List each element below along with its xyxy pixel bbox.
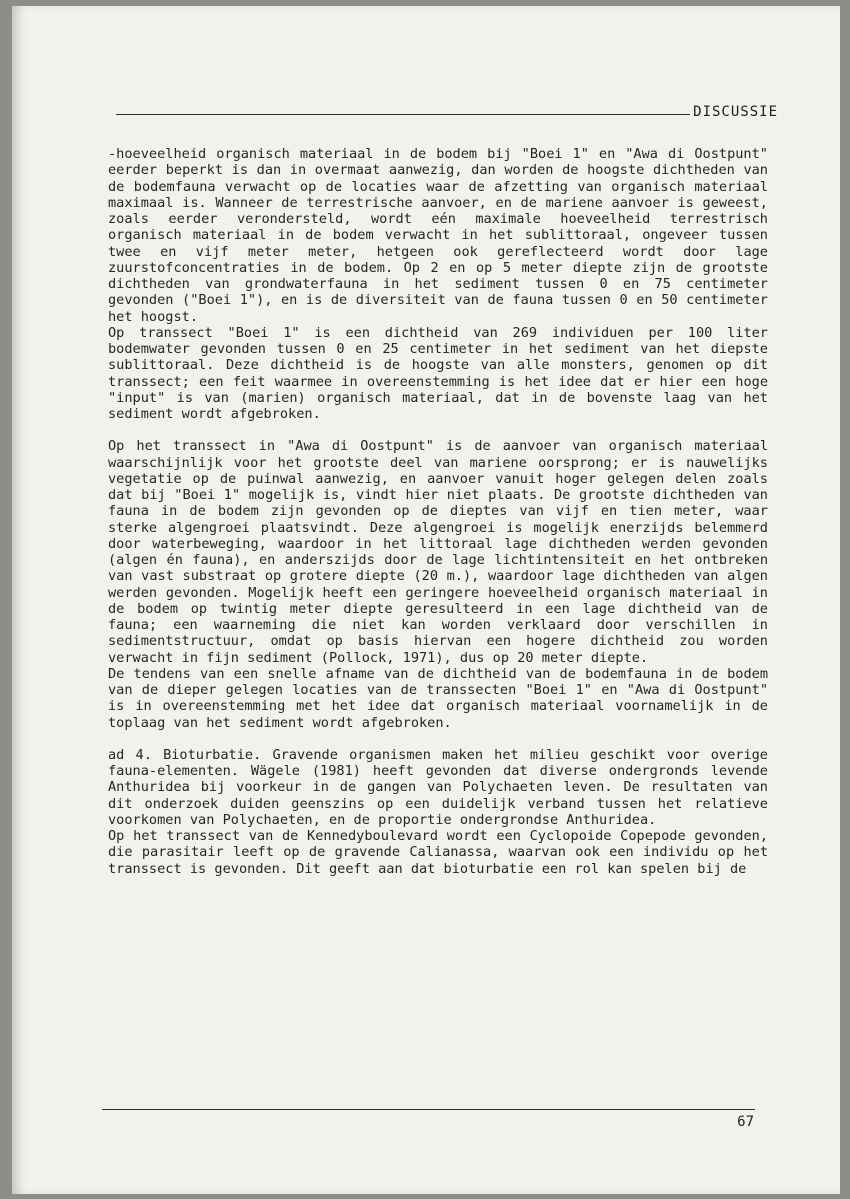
body-text (108, 146, 768, 877)
paragraph: ad 4. Bioturbatie. Gravende organismen maken het milieu geschikt voor overige fauna-elementen. Wägele (1981) heeft gevonden dat diverse ondergronds levende Anthuridea bij voorkeur in de gangen van Polychaeten leven. De resultaten van dit onderzoek duiden geenszins op een duidelijk verband tussen het relatieve voorkomen van Polychaeten, en de proportie ondergrondse Anthuridea. (108, 746, 768, 828)
paragraph-gap (108, 731, 768, 747)
section-header: DISCUSSIE (693, 104, 778, 120)
document-page (12, 6, 840, 1194)
paragraph: Op transsect "Boei 1" is een dichtheid van 269 individuen per 100 liter bodemwater gevonden tussen 0 en 25 centimeter in het sediment van het diepste sublittoraal. Deze dichtheid is de hoogste van alle monsters, genomen op dit transsect; een feit waarmee in overeenstemming is het idee dat er hier een hoge "input" is van (marien) organisch materiaal, dat in de bovenste laag van het sediment wordt afgebroken. (108, 324, 768, 422)
paragraph: Op het transsect in "Awa di Oostpunt" is de aanvoer van organisch materiaal waarschijnlijk voor het grootste deel van mariene oorsprong; er is nauwelijks vegetatie op de puinwal aanwezig, en aanvoer vanuit hoger gelegen delen zoals dat bij "Boei 1" mogelijk is, vindt hier niet plaats. De grootste dichtheden van fauna in de bodem zijn gevonden op de dieptes van vijf en tien meter, waar sterke algengroei plaatsvindt. Deze algengroei is mogelijk enerzijds belemmerd door waterbeweging, waardoor in het littoraal lage dichtheden werden gevonden (algen én fauna), en anderszijds door de lage lichtintensiteit en het ontbreken van vast substraat op grotere diepte (20 m.), waardoor lage dichtheden van algen werden gevonden. Mogelijk heeft een geringere hoeveelheid organisch materiaal in de bodem op twintig meter diepte geresulteerd in een lage dichtheid van de fauna; een waarneming die niet kan worden verklaard door verschillen in sedimentstructuur, omdat op basis hiervan een hogere dichtheid zou worden verwacht in fijn sediment (Pollock, 1971), dus op 20 meter diepte. (108, 438, 768, 666)
footer-rule (102, 1109, 755, 1110)
header-rule (116, 114, 690, 115)
paragraph: -hoeveelheid organisch materiaal in de bodem bij "Boei 1" en "Awa di Oostpunt" eerder beperkt is dan in overmaat aanwezig, dan worden de hoogste dichtheden van de bodemfauna verwacht op de locaties waar de afzetting van organisch materiaal maximaal is. Wanneer de terrestrische aanvoer, en de mariene aanvoer is geweest, zoals eerder verondersteld, wordt eén maximale hoeveelheid terrestrisch organisch materiaal in de bodem verwacht in het sublittoraal, ongeveer tussen twee en vijf meter meter, hetgeen ook gereflecteerd wordt door lage zuurstofconcentraties in de bodem. Op 2 en op 5 meter diepte zijn de grootste dichtheden van grondwaterfauna in het sediment tussen 0 en 75 centimeter gevonden ("Boei 1"), en is de diversiteit van de fauna tussen 0 en 50 centimeter het hoogst. (108, 146, 768, 325)
paragraph: Op het transsect van de Kennedyboulevard wordt een Cyclopoide Copepode gevonden, die parasitair leeft op de gravende Calianassa, waarvan ook een individu op het transsect is gevonden. Dit geeft aan dat bioturbatie een rol kan spelen bij de (108, 828, 768, 877)
page-number: 67 (737, 1114, 754, 1130)
paragraph: De tendens van een snelle afname van de dichtheid van de bodemfauna in de bodem van de dieper gelegen locaties van de transsecten "Boei 1" en "Awa di Oostpunt" is in overeenstemming met het idee dat organisch materiaal voornamelijk in de toplaag van het sediment wordt afgebroken. (108, 665, 768, 731)
paragraph-gap (108, 422, 768, 438)
